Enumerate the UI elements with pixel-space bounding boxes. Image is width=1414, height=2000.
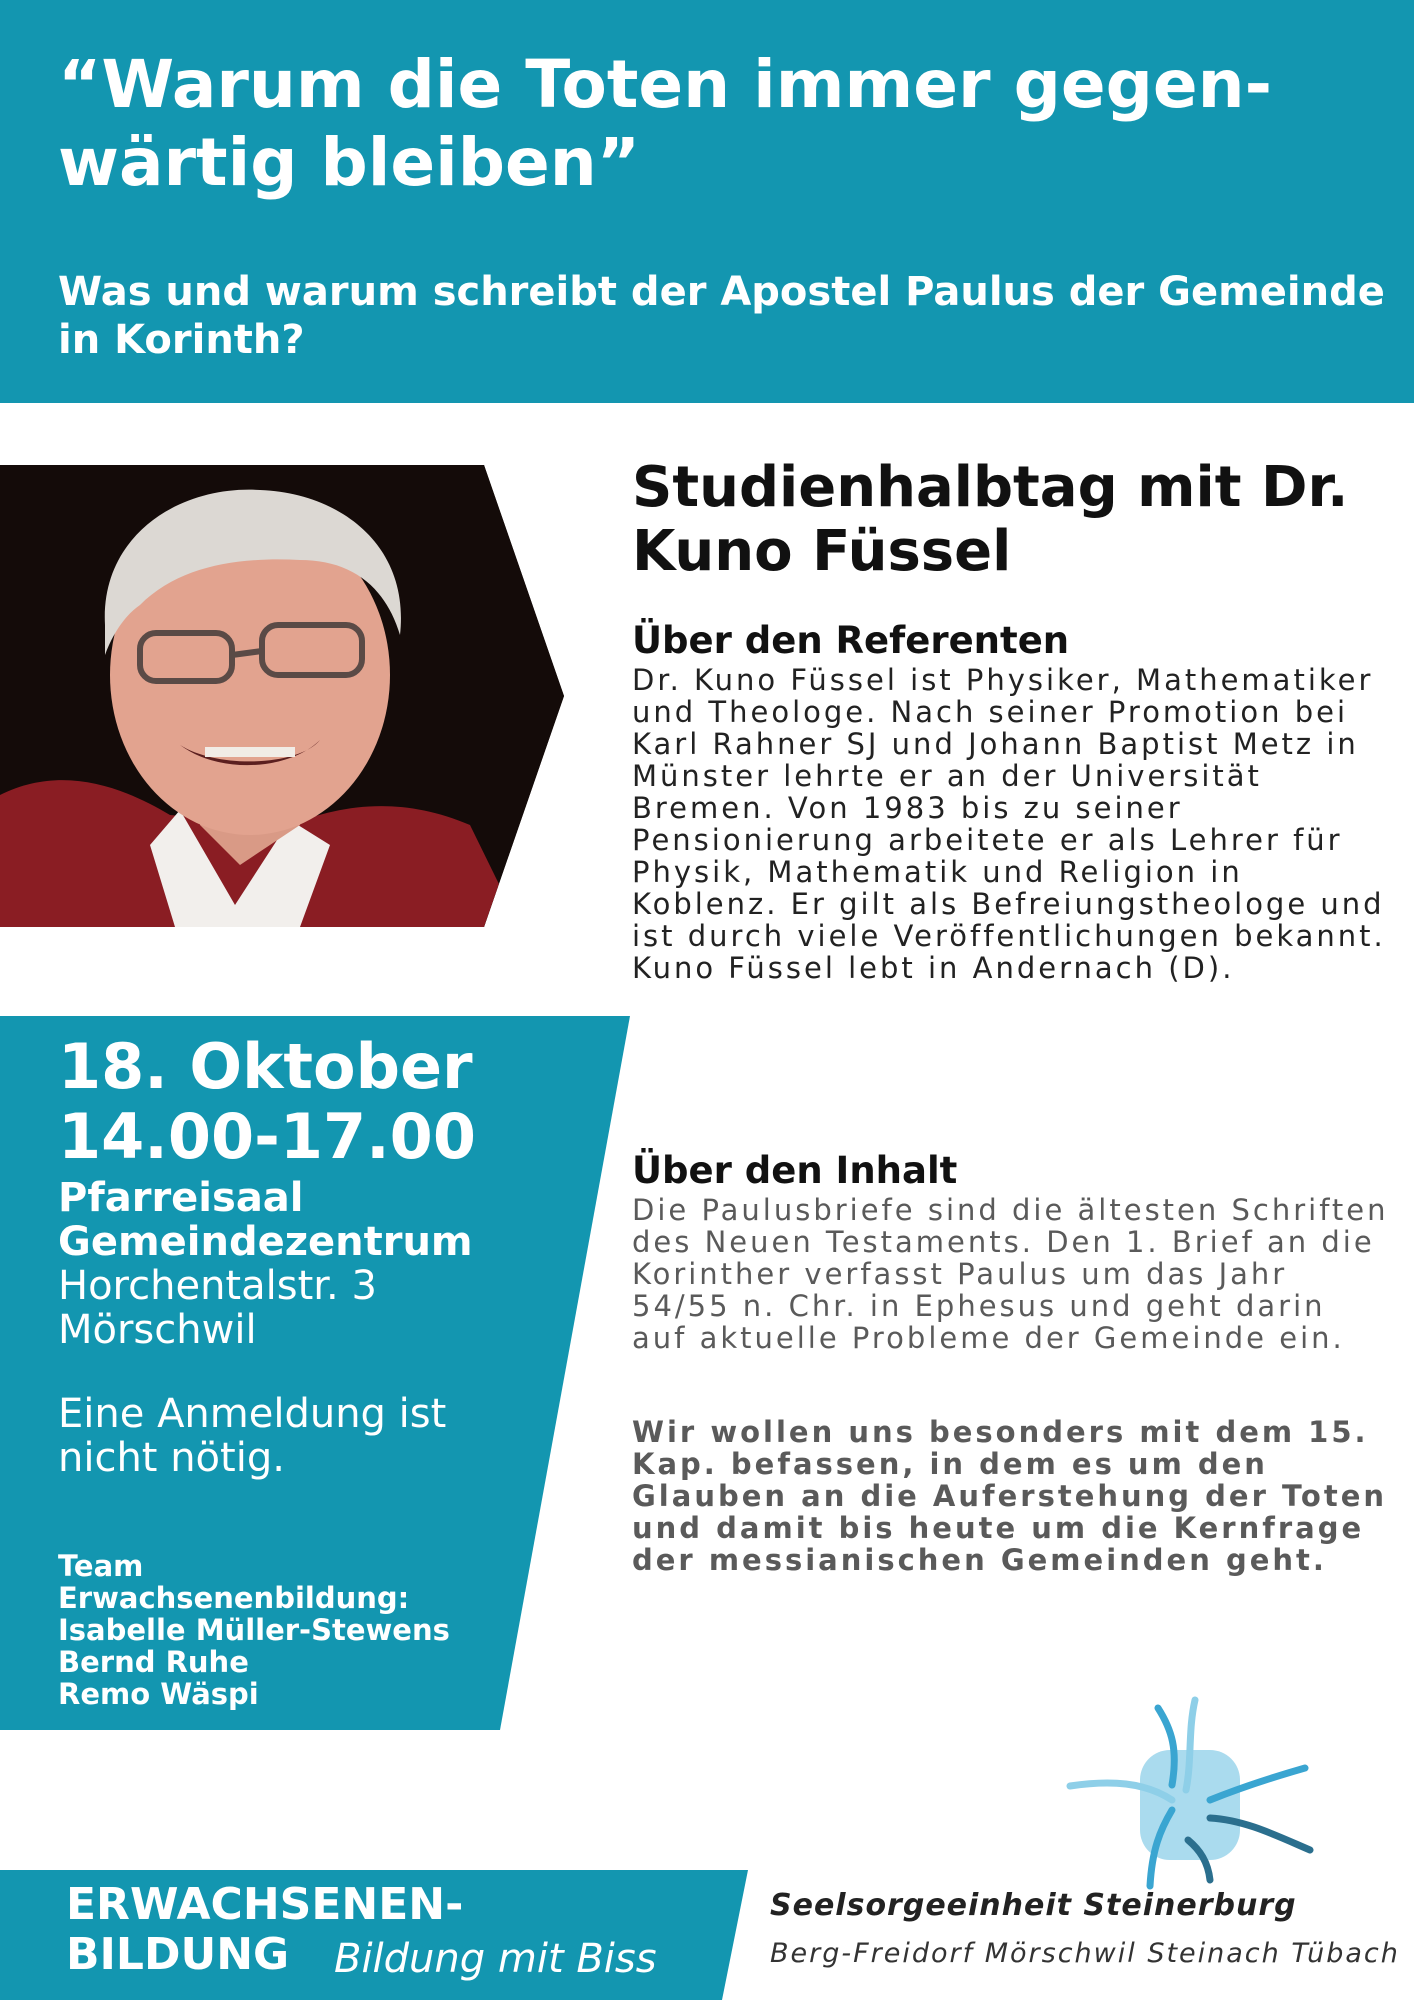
referent-text: Dr. Kuno Füssel ist Physiker, Mathematiker und Theologe. Nach seiner Promotion bei Karl Rahner SJ und Johann Baptist Metz in Münster lehrte er an der Universität Bremen. Von 1983 bis zu seiner Pensionierung arbeitete er als Lehrer für Physik, Mathematik und Religion in Koblenz. Er gilt als Befreiungstheologe und ist durch viele Veröffentlichungen bekannt. Kuno Füssel lebt in Andernach (D). [632,663,1386,985]
team-member: Isabelle Müller-Stewens [58,1613,450,1647]
venue-line-2: Gemeindezentrum [58,1219,473,1265]
seelsorgeeinheit-logo-icon [1060,1690,1320,1890]
event-venue [58,1176,538,1264]
registration-line-2: nicht nötig. [58,1435,285,1481]
referent-heading: Über den Referenten [632,619,1070,662]
team-member: Bernd Ruhe [58,1645,249,1679]
org-places: Berg-Freidorf Mörschwil Steinach Tübach [770,1938,1400,1969]
page-subtitle: Was und warum schreibt der Apostel Paulus der Gemeinde in Korinth? [58,269,1385,363]
team-label-2: Erwachsenenbildung: [58,1581,410,1615]
inhalt-heading: Über den Inhalt [632,1149,958,1192]
venue-line-1: Pfarreisaal [58,1175,304,1221]
footer-brand-line-1: ERWACHSENEN- [66,1879,464,1930]
footer-brand-line-2: BILDUNG [66,1929,290,1980]
inhalt-text: Die Paulusbriefe sind die ältesten Schriften des Neuen Testaments. Den 1. Brief an die Korinther verfasst Paulus um das Jahr 54/55 n. Chr. in Ephesus und geht darin auf aktuelle Probleme der Gemeinde ein. [632,1193,1389,1355]
main-heading: Studienhalbtag mit Dr. Kuno Füssel [632,455,1349,584]
team-member: Remo Wäspi [58,1677,259,1711]
event-time: 14.00-17.00 [58,1100,476,1173]
address-line-2: Mörschwil [58,1307,257,1353]
team-block [58,1550,498,1710]
registration-line-1: Eine Anmeldung ist [58,1391,447,1437]
footer-tagline: Bildung mit Biss [334,1936,657,1982]
org-name: Seelsorgeeinheit Steinerburg [770,1888,1297,1923]
registration-note [58,1392,498,1480]
event-address [58,1264,508,1352]
inhalt-bold-text: Wir wollen uns besonders mit dem 15. Kap. befassen, in dem es um den Glauben an die Auferstehung der Toten und damit bis heute um die Kernfrage der messianischen Gemeinden geht. [632,1415,1388,1577]
portrait-photo [0,465,564,927]
team-label-1: Team [58,1549,144,1583]
portrait-icon [0,465,564,927]
address-line-1: Horchentalstr. 3 [58,1263,377,1309]
page-title: “Warum die Toten immer gegen-wärtig bleiben” [58,46,1272,201]
event-date: 18. Oktober [58,1030,473,1103]
